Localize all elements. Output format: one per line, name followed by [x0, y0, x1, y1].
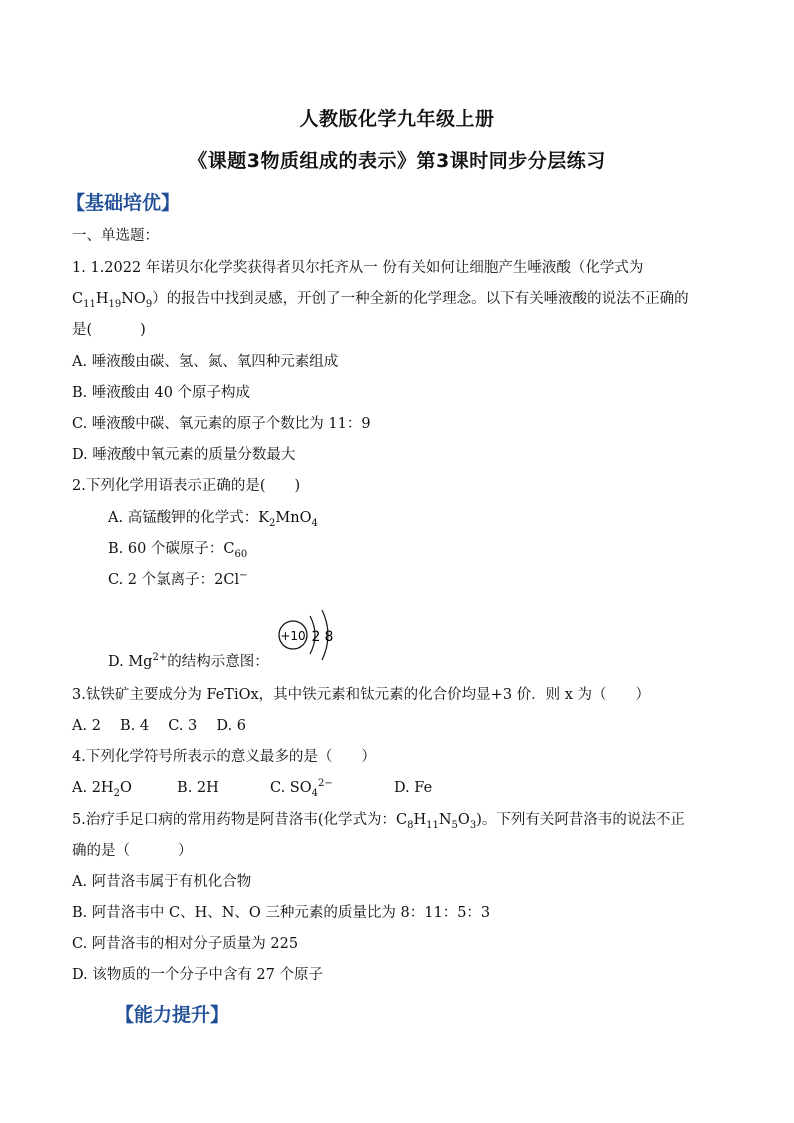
- q2-option-c: C. 2 个氯离子：2Cl−: [108, 570, 248, 588]
- shell-2-electrons: 8: [324, 629, 334, 645]
- q4-options: [72, 778, 432, 798]
- q1-option-b: B. 唾液酸由 40 个原子构成: [72, 385, 251, 401]
- section-advanced-heading: 【能力提升】: [115, 1004, 230, 1026]
- q1-option-d: D. 唾液酸中氧元素的质量分数最大: [72, 447, 296, 463]
- q5-option-b: B. 阿昔洛韦中 C、H、N、O 三种元素的质量比为 8：11：5：3: [72, 905, 491, 921]
- q1-stem-line-1: 1. 1.2022 年诺贝尔化学奖获得者贝尔托齐从一 份有关如何让细胞产生唾液酸（化学式为: [72, 260, 644, 276]
- q2-option-a: A. 高锰酸钾的化学式：$K_2MnO_4$: [108, 510, 318, 529]
- q1-option-c: C. 唾液酸中碳、氧元素的原子个数比为 11：9: [72, 416, 371, 432]
- q1-stem-line-2: $C_{11}H_{19}NO_9$）的报告中找到灵感，开创了一种全新的化学理念。以下有关唾液酸的说法不正确的: [72, 291, 689, 310]
- q5-stem-line-1: 5.治疗手足口病的常用药物是阿昔洛韦(化学式为：$C_8H_{11}N_5O_3$)。下列有关阿昔洛韦的说法不正: [72, 812, 685, 831]
- q4-option-a: A. $2H_2O$: [72, 780, 132, 799]
- title-line-2: 《课题3物质组成的表示》第3课时同步分层练习: [188, 150, 606, 172]
- q5-stem-line-2: 确的是（ ）: [72, 843, 193, 859]
- nucleus-charge: +10: [280, 629, 306, 643]
- q4-stem: 4.下列化学符号所表示的意义最多的是（ ）: [72, 749, 376, 765]
- q3-options: A. 2 B. 4 C. 3 D. 6: [72, 718, 246, 734]
- q5-option-a: A. 阿昔洛韦属于有机化合物: [72, 874, 252, 890]
- q4-option-b: B. 2H: [177, 780, 219, 796]
- mg-ion-structure-diagram: [276, 604, 340, 664]
- q4-option-d: D. Fe: [393, 780, 433, 796]
- shell-1-electrons: 2: [311, 629, 321, 645]
- q3-stem: 3.钛铁矿主要成分为 FeTiOx，其中铁元素和钛元素的化合价均显+3 价．则 x 为（ ）: [72, 687, 651, 703]
- q1-formula: $C_{11}H_{19}NO_9$: [72, 291, 153, 310]
- q2-option-d: D. $Mg^{2+}$的结构示意图：: [108, 652, 269, 670]
- q2-option-b: B. 60 个碳原子：$C_{60}$: [108, 541, 248, 560]
- title-line-1: 人教版化学九年级上册: [299, 108, 495, 130]
- part1-heading: 一、单选题：: [72, 228, 159, 244]
- q1-option-a: A. 唾液酸由碳、氢、氮、氧四种元素组成: [72, 354, 339, 370]
- q4-option-c: C. $SO_4^{2-}$: [270, 778, 333, 799]
- q2-stem: 2.下列化学用语表示正确的是( ): [72, 478, 301, 494]
- q1-stem-line-3: 是( ): [72, 322, 146, 338]
- q5-option-c: C. 阿昔洛韦的相对分子质量为 225: [72, 936, 299, 952]
- section-basic-heading: 【基础培优】: [66, 192, 181, 214]
- q5-option-d: D. 该物质的一个分子中含有 27 个原子: [72, 967, 323, 983]
